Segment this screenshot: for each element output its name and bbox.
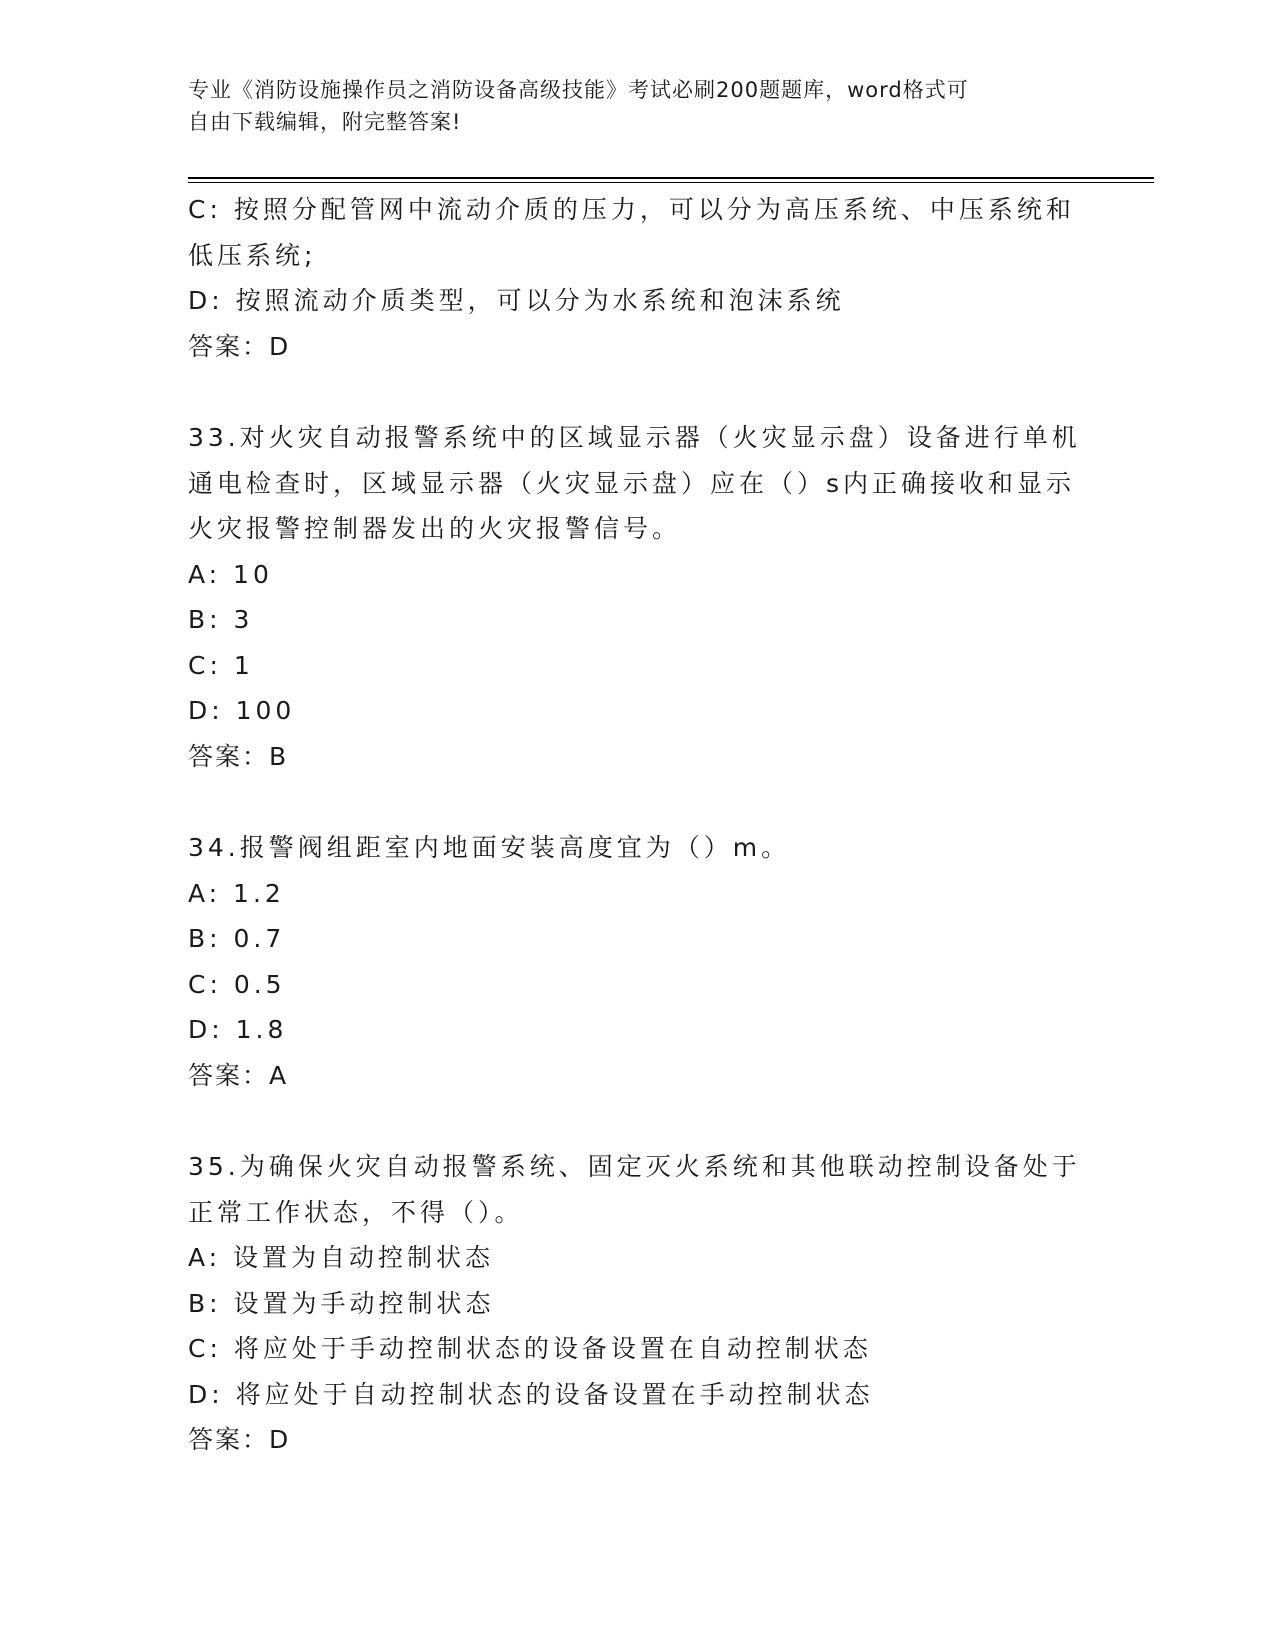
- option-b: B: 0.7: [188, 924, 286, 953]
- spacer: [188, 369, 1088, 415]
- option-c: C: 1: [188, 650, 254, 680]
- option-d: D: 1.8: [188, 1015, 288, 1044]
- option-c: C: 将应处于手动控制状态的设备设置在自动控制状态: [188, 1334, 872, 1363]
- option-c-continued: 低压系统;: [188, 240, 317, 270]
- option-d: D: 按照流动介质类型，可以分为水系统和泡沫系统: [188, 286, 845, 315]
- question-text-line: 通电检查时，区域显示器（火灾显示盘）应在（）s内正确接收和显示: [188, 468, 1076, 498]
- answer-line: 答案：A: [188, 1060, 289, 1090]
- option-a: A: 1.2: [188, 878, 285, 908]
- header-divider-thick: [188, 177, 1154, 179]
- spacer: [188, 779, 1088, 825]
- question-text-line: 35.为确保火灾自动报警系统、固定灭火系统和其他联动控制设备处于: [188, 1152, 1081, 1181]
- question-34: [188, 825, 1088, 1098]
- document-header: [188, 74, 1068, 138]
- option-b: B: 设置为手动控制状态: [188, 1288, 495, 1318]
- option-d: D: 100: [188, 696, 296, 725]
- question-text-line: 火灾报警控制器发出的火灾报警信号。: [188, 514, 682, 543]
- option-c: C: 按照分配管网中流动介质的压力，可以分为高压系统、中压系统和: [188, 195, 1075, 224]
- header-line-2: 自由下载编辑，附完整答案!: [188, 110, 462, 134]
- question-text-line: 正常工作状态，不得（）。: [188, 1197, 524, 1227]
- option-a: A: 设置为自动控制状态: [188, 1243, 495, 1272]
- header-divider-thin: [188, 182, 1154, 183]
- question-33: [188, 415, 1088, 779]
- option-d: D: 将应处于自动控制状态的设备设置在手动控制状态: [188, 1379, 874, 1409]
- answer-line: 答案：D: [188, 331, 291, 361]
- option-b: B: 3: [188, 605, 254, 634]
- answer-line: 答案：D: [188, 1425, 291, 1454]
- previous-question-tail: [188, 187, 1088, 369]
- answer-line: 答案：B: [188, 741, 289, 771]
- question-text-line: 33.对火灾自动报警系统中的区域显示器（火灾显示盘）设备进行单机: [188, 423, 1081, 452]
- spacer: [188, 1098, 1088, 1144]
- question-35: [188, 1144, 1088, 1463]
- question-text-line: 34.报警阀组距室内地面安装高度宜为（）m。: [188, 833, 791, 862]
- option-c: C: 0.5: [188, 969, 286, 999]
- option-a: A: 10: [188, 559, 273, 589]
- header-line-1: 专业《消防设施操作员之消防设备高级技能》考试必刷200题题库，word格式可: [188, 78, 969, 102]
- page-content: [188, 187, 1088, 1463]
